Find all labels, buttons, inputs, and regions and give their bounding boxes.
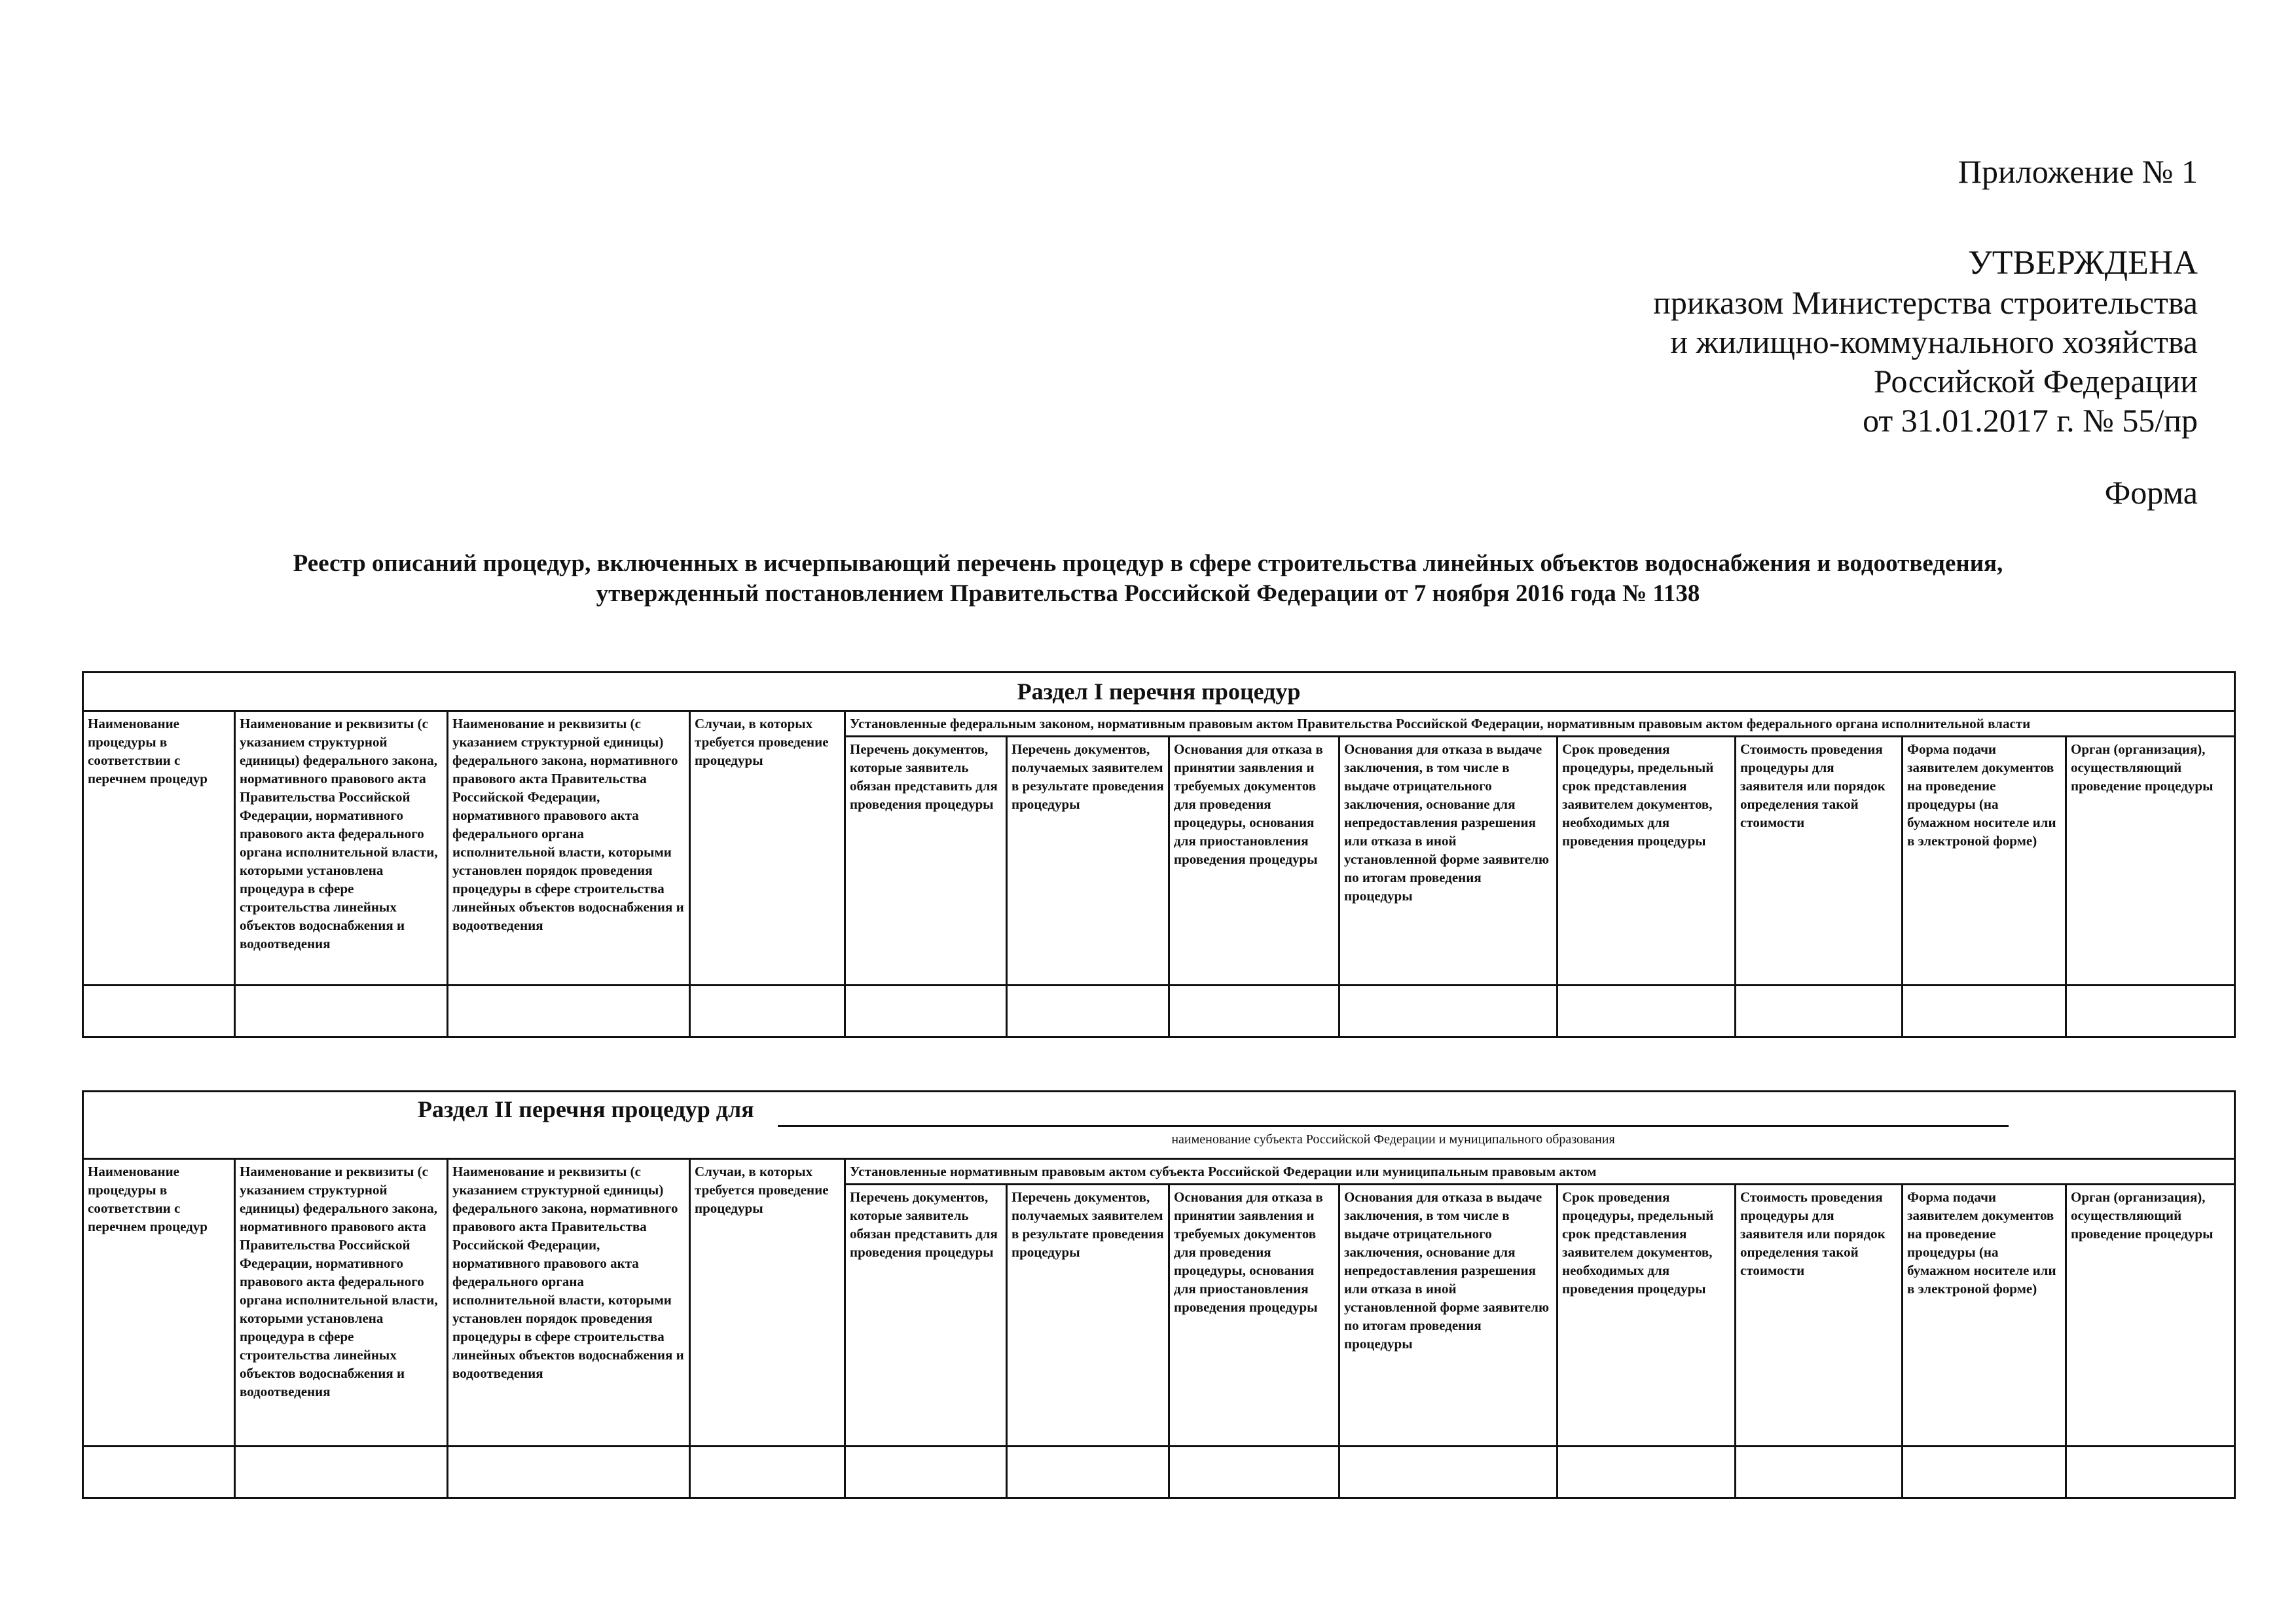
table-row <box>83 986 2235 1037</box>
col-law-establishing: Наименование и реквизиты (с указанием структурной единицы) федерального закона, нормативного правового акта Правительства Российской Федерации, нормативного правового акта федерального органа исполнительной власти, которыми установлена процедура в сфере строительства линейных объектов водоснабжения и водоотведения <box>235 1159 448 1447</box>
empty-cell[interactable] <box>235 1447 448 1498</box>
approval-stamp-text <box>1653 244 2198 440</box>
subject-name-caption: наименование субъекта Российской Федерации и муниципального образования <box>1171 1132 1615 1147</box>
sub-col-term: Срок проведения процедуры, предельный срок представления заявителем документов, необходимых для проведения процедуры <box>1558 1185 1736 1447</box>
document-title <box>0 549 2296 609</box>
empty-cell[interactable] <box>845 986 1007 1037</box>
sub-col-documents-submit: Перечень документов, которые заявитель обязан представить для проведения процедуры <box>845 737 1007 986</box>
section-2-title: Раздел II перечня процедур для <box>418 1096 754 1122</box>
section-1-table <box>82 671 2236 1038</box>
empty-cell[interactable] <box>1558 986 1736 1037</box>
sub-col-authority: Орган (организация), осуществляющий проведение процедуры <box>2066 737 2235 986</box>
empty-cell[interactable] <box>448 986 690 1037</box>
section-1-title: Раздел I перечня процедур <box>83 673 2235 711</box>
empty-cell[interactable] <box>1169 986 1339 1037</box>
col-procedure-name: Наименование процедуры в соответствии с перечнем процедур <box>83 711 235 986</box>
empty-cell[interactable] <box>2066 986 2235 1037</box>
sub-col-refusal-acceptance: Основания для отказа в принятии заявления и требуемых документов для проведения процедуры, основания для приостановления проведения процедуры <box>1169 737 1339 986</box>
empty-cell[interactable] <box>1169 1447 1339 1498</box>
sub-col-documents-result: Перечень документов, получаемых заявителем в результате проведения процедуры <box>1007 1185 1169 1447</box>
empty-cell[interactable] <box>1558 1447 1736 1498</box>
sub-col-cost: Стоимость проведения процедуры для заявителя или порядок определения такой стоимости <box>1736 737 1903 986</box>
table-row <box>83 1447 2235 1498</box>
approved-line-3: Российской Федерации <box>1873 363 2198 399</box>
subject-name-blank-line[interactable] <box>778 1125 2009 1127</box>
sub-col-cost: Стоимость проведения процедуры для заявителя или порядок определения такой стоимости <box>1736 1185 1903 1447</box>
empty-cell[interactable] <box>83 986 235 1037</box>
empty-cell[interactable] <box>2066 1447 2235 1498</box>
col-law-order: Наименование и реквизиты (с указанием структурной единицы) федерального закона, нормативного правового акта Правительства Российской Федерации, нормативного правового акта федерального органа исполнительной власти, которыми установлен порядок проведения процедуры в сфере строительства линейных объектов водоснабжения и водоотведения <box>448 1159 690 1447</box>
sub-col-documents-submit: Перечень документов, которые заявитель обязан представить для проведения процедуры <box>845 1185 1007 1447</box>
empty-cell[interactable] <box>1007 986 1169 1037</box>
approval-header <box>1653 152 2198 512</box>
approved-line-4: от 31.01.2017 г. № 55/пр <box>1863 402 2198 439</box>
empty-cell[interactable] <box>690 1447 845 1498</box>
empty-cell[interactable] <box>448 1447 690 1498</box>
sub-col-documents-result: Перечень документов, получаемых заявителем в результате проведения процедуры <box>1007 737 1169 986</box>
group-header: Установленные нормативным правовым актом субъекта Российской Федерации или муниципальным правовым актом <box>845 1159 2235 1185</box>
sub-col-refusal-issuance: Основания для отказа в выдаче заключения, в том числе в выдаче отрицательного заключения, основание для непредоставления разрешения или отказа в иной установленной форме заявителю по итогам проведения процедуры <box>1339 1185 1558 1447</box>
col-procedure-name: Наименование процедуры в соответствии с перечнем процедур <box>83 1159 235 1447</box>
col-cases: Случаи, в которых требуется проведение процедуры <box>690 711 845 986</box>
document-title-line-2: утвержденный постановлением Правительства Российской Федерации от 7 ноября 2016 года № 1138 <box>596 580 1700 607</box>
empty-cell[interactable] <box>845 1447 1007 1498</box>
empty-cell[interactable] <box>1736 1447 1903 1498</box>
approved-line-2: и жилищно-коммунального хозяйства <box>1670 323 2198 360</box>
col-law-order: Наименование и реквизиты (с указанием структурной единицы) федерального закона, нормативного правового акта Правительства Российской Федерации, нормативного правового акта федерального органа исполнительной власти, которыми установлен порядок проведения процедуры в сфере строительства линейных объектов водоснабжения и водоотведения <box>448 711 690 986</box>
appendix-label: Приложение № 1 <box>1958 153 2198 190</box>
empty-cell[interactable] <box>1007 1447 1169 1498</box>
group-header: Установленные федеральным законом, нормативным правовым актом Правительства Российской Федерации, нормативным правовым актом федерального органа исполнительной власти <box>845 711 2235 737</box>
approved-title: УТВЕРЖДЕНА <box>1967 244 2198 282</box>
approved-line-1: приказом Министерства строительства <box>1653 284 2198 321</box>
empty-cell[interactable] <box>690 986 845 1037</box>
empty-cell[interactable] <box>1339 1447 1558 1498</box>
sub-col-term: Срок проведения процедуры, предельный срок представления заявителем документов, необходимых для проведения процедуры <box>1558 737 1736 986</box>
sub-col-submission-form: Форма подачи заявителем документов на проведение процедуры (на бумажном носителе или в электроной форме) <box>1903 737 2066 986</box>
col-cases: Случаи, в которых требуется проведение процедуры <box>690 1159 845 1447</box>
sub-col-refusal-issuance: Основания для отказа в выдаче заключения, в том числе в выдаче отрицательного заключения, основание для непредоставления разрешения или отказа в иной установленной форме заявителю по итогам проведения процедуры <box>1339 737 1558 986</box>
empty-cell[interactable] <box>1736 986 1903 1037</box>
sub-col-refusal-acceptance: Основания для отказа в принятии заявления и требуемых документов для проведения процедуры, основания для приостановления проведения процедуры <box>1169 1185 1339 1447</box>
empty-cell[interactable] <box>235 986 448 1037</box>
sub-col-submission-form: Форма подачи заявителем документов на проведение процедуры (на бумажном носителе или в электроной форме) <box>1903 1185 2066 1447</box>
empty-cell[interactable] <box>83 1447 235 1498</box>
document-title-line-1: Реестр описаний процедур, включенных в исчерпывающий перечень процедур в сфере строительства линейных объектов водоснабжения и водоотведения, <box>293 550 2003 577</box>
empty-cell[interactable] <box>1903 986 2066 1037</box>
empty-cell[interactable] <box>1903 1447 2066 1498</box>
form-label: Форма <box>2104 474 2198 511</box>
section-2-table <box>82 1090 2236 1499</box>
sub-col-authority: Орган (организация), осуществляющий проведение процедуры <box>2066 1185 2235 1447</box>
section-2-title-cell <box>83 1092 2235 1159</box>
empty-cell[interactable] <box>1339 986 1558 1037</box>
col-law-establishing: Наименование и реквизиты (с указанием структурной единицы) федерального закона, нормативного правового акта Правительства Российской Федерации, нормативного правового акта федерального органа исполнительной власти, которыми установлена процедура в сфере строительства линейных объектов водоснабжения и водоотведения <box>235 711 448 986</box>
